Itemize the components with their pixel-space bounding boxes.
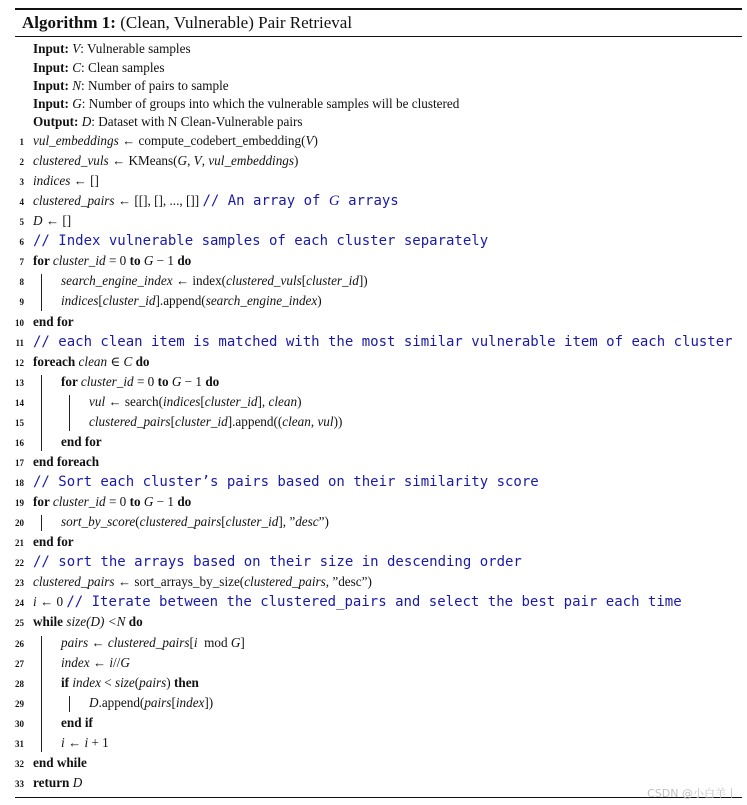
code-token: do — [125, 614, 143, 630]
code-text — [33, 153, 298, 169]
code-token: [ — [171, 694, 176, 710]
code-token: vul_embeddings — [208, 153, 295, 169]
code-token: for — [33, 494, 53, 510]
code-token: ← sort_arrays_by_size( — [114, 574, 245, 590]
code-token: index — [61, 654, 90, 670]
code-token: end while — [33, 754, 87, 770]
code-token: ]) — [358, 273, 368, 289]
code-token: // each clean item is matched with the most similar vulnerable item of each cluster — [33, 333, 733, 350]
code-token: ← KMeans( — [108, 153, 178, 169]
code-token: , — [310, 413, 318, 429]
code-token: clustered_pairs — [33, 193, 115, 209]
code-token: size(D) <N — [66, 614, 126, 630]
code-token: ∈ — [107, 353, 124, 369]
code-text — [61, 434, 102, 450]
code-token: [ — [200, 393, 205, 409]
code-token: to — [157, 373, 172, 389]
code-token: − 1 — [181, 373, 206, 389]
code-line — [0, 553, 747, 573]
line-number: 30 — [15, 718, 24, 729]
code-token: ← — [64, 734, 85, 750]
line-number: 10 — [15, 317, 24, 328]
code-token: i — [193, 634, 198, 650]
algorithm-name: (Clean, Vulnerable) Pair Retrieval — [120, 13, 353, 32]
code-token: indices — [33, 173, 71, 189]
io-symbol: D — [81, 114, 92, 129]
code-token: = 0 — [105, 253, 130, 269]
io-keyword: Input: — [33, 78, 73, 93]
algorithm-label: Algorithm 1: — [22, 13, 116, 32]
block-bar — [41, 375, 42, 451]
code-token: cluster_id — [102, 293, 156, 309]
code-line — [0, 573, 747, 593]
code-token: arrays — [339, 193, 399, 210]
line-number: 5 — [19, 217, 24, 228]
code-text — [61, 635, 245, 651]
line-number: 15 — [15, 417, 24, 428]
code-text — [33, 554, 522, 570]
code-text — [33, 755, 87, 771]
code-token: pairs — [61, 634, 89, 650]
code-token: ].append(( — [227, 413, 283, 429]
code-token: ( — [135, 514, 140, 530]
io-symbol: G — [72, 96, 82, 111]
code-token: < — [100, 674, 115, 690]
code-token: ]) — [204, 694, 214, 710]
code-text — [33, 213, 71, 229]
code-line — [0, 654, 747, 674]
io-line — [33, 41, 191, 57]
code-token: i — [109, 654, 114, 670]
line-number: 8 — [19, 277, 24, 288]
code-token: − 1 — [153, 253, 178, 269]
io-line — [33, 78, 229, 94]
code-token: to — [129, 253, 144, 269]
code-text — [61, 374, 219, 390]
code-token: ] — [240, 634, 245, 650]
code-token: G — [328, 193, 340, 210]
line-number: 19 — [15, 498, 24, 509]
code-token: ( — [134, 674, 140, 690]
code-line — [0, 413, 747, 433]
code-line — [0, 353, 747, 373]
top-rule — [15, 8, 742, 10]
code-text — [61, 514, 329, 530]
bottom-rule — [15, 797, 742, 798]
code-token: for — [33, 253, 53, 269]
code-token: vul — [317, 413, 334, 429]
code-token: G — [143, 253, 154, 269]
line-number: 22 — [15, 558, 24, 569]
code-token: indices — [61, 293, 99, 309]
code-token: end if — [61, 714, 93, 730]
io-text: : Clean samples — [81, 60, 165, 75]
code-text — [33, 133, 318, 149]
code-token: [ — [170, 413, 175, 429]
io-symbol: V — [72, 41, 81, 56]
code-text — [33, 193, 399, 210]
code-line — [0, 513, 747, 533]
code-token: ← index( — [172, 273, 227, 289]
code-text — [61, 735, 109, 751]
code-text — [33, 173, 99, 189]
line-number: 1 — [19, 137, 24, 147]
code-token: ← [[], [], ..., []] — [114, 193, 203, 209]
block-bar — [41, 636, 42, 752]
code-text — [33, 534, 74, 550]
code-token: while — [33, 614, 67, 630]
line-number: 14 — [15, 397, 24, 408]
code-token: cluster_id — [174, 413, 228, 429]
code-token: G — [230, 634, 241, 650]
code-token: index — [72, 674, 101, 690]
code-token: ← 0 — [36, 594, 67, 610]
code-text — [89, 695, 213, 711]
code-token: C — [123, 353, 133, 369]
code-token: sort_by_score — [61, 514, 136, 530]
io-keyword: Output: — [33, 114, 82, 129]
code-text — [33, 253, 191, 269]
line-number: 6 — [19, 237, 24, 248]
code-token: end for — [61, 433, 102, 449]
line-number: 7 — [19, 257, 24, 268]
code-token: end for — [33, 534, 74, 550]
io-line — [33, 60, 165, 76]
code-token: // sort the arrays based on their size in descending order — [33, 554, 522, 571]
code-token: end foreach — [33, 453, 100, 469]
code-token: ], — [257, 393, 269, 409]
io-text: : Vulnerable samples — [80, 41, 191, 56]
line-number: 24 — [15, 598, 24, 609]
line-number: 33 — [15, 778, 24, 789]
code-token: // — [113, 654, 121, 670]
block-bar — [69, 395, 70, 431]
algorithm-title — [22, 13, 352, 33]
code-token: // Sort each cluster’s pairs based on their similarity score — [33, 474, 539, 491]
code-token: vul — [89, 393, 106, 409]
code-text — [89, 414, 342, 430]
code-token: clustered_pairs — [89, 413, 171, 429]
code-token: G — [171, 373, 182, 389]
code-line — [0, 694, 747, 714]
code-token: vul_embeddings — [33, 133, 119, 148]
code-token: ← [] — [70, 173, 99, 189]
code-token: cluster_id — [52, 494, 106, 510]
code-token: ], ” — [278, 514, 296, 530]
code-token: D — [72, 774, 83, 790]
code-token: clustered_pairs — [244, 574, 326, 590]
code-token: for — [61, 373, 81, 389]
code-line — [0, 774, 747, 794]
code-line — [0, 212, 747, 232]
code-text — [61, 715, 93, 731]
code-token: , ”desc”) — [325, 574, 372, 590]
code-token: indices — [162, 393, 201, 409]
watermark: CSDN @小白羊丨 — [647, 787, 737, 800]
code-token: clustered_vuls — [226, 273, 302, 289]
code-token: + 1 — [88, 734, 109, 750]
code-text — [61, 273, 368, 289]
code-token: V — [193, 153, 202, 169]
code-token: cluster_id — [225, 514, 279, 530]
code-line — [0, 132, 747, 152]
code-token: ”) — [318, 514, 329, 530]
code-token: mod — [197, 634, 231, 650]
code-token: do — [132, 353, 150, 369]
code-text — [33, 334, 733, 350]
code-text — [33, 494, 191, 510]
code-text — [61, 675, 199, 691]
code-token: ) — [297, 393, 302, 409]
code-text — [33, 614, 143, 630]
code-token: clustered_pairs — [107, 634, 190, 650]
code-token: return — [33, 774, 73, 790]
block-bar — [41, 274, 42, 310]
code-line — [0, 533, 747, 553]
io-text: : Number of groups into which the vulnerable samples will be clustered — [81, 96, 460, 111]
code-text — [33, 314, 74, 330]
code-token: − 1 — [153, 494, 178, 510]
code-token: clean — [268, 393, 298, 409]
code-token: = 0 — [133, 373, 158, 389]
io-text: : Number of pairs to sample — [81, 78, 229, 93]
code-line — [0, 734, 747, 754]
code-token: clean — [282, 413, 311, 429]
code-token: .append( — [98, 694, 145, 710]
line-number: 27 — [15, 658, 24, 669]
code-token: G — [120, 654, 130, 670]
line-number: 17 — [15, 457, 24, 468]
code-token: [ — [301, 273, 307, 289]
code-token: )) — [333, 413, 343, 429]
code-line — [0, 754, 747, 774]
io-symbol: C — [72, 60, 82, 75]
code-line — [0, 493, 747, 513]
code-line — [0, 192, 747, 212]
code-token: i — [61, 734, 65, 750]
code-token: size — [114, 674, 135, 690]
code-token: ].append( — [155, 293, 206, 309]
code-token: G — [143, 494, 154, 510]
code-token: end for — [33, 313, 74, 329]
code-line — [0, 272, 747, 292]
io-keyword: Input: — [33, 41, 73, 56]
code-token: clustered_pairs — [139, 514, 222, 530]
code-token: pairs — [139, 674, 167, 690]
code-token: // An array of — [202, 193, 329, 210]
code-token: ) — [317, 293, 322, 309]
code-text — [33, 454, 99, 470]
code-token: ← [] — [42, 213, 72, 229]
code-token: search_engine_index — [61, 273, 173, 289]
title-rule — [15, 36, 742, 37]
code-line — [0, 393, 747, 413]
line-number: 4 — [19, 197, 24, 208]
io-keyword: Input: — [33, 60, 73, 75]
code-token: V — [305, 133, 314, 148]
code-line — [0, 373, 747, 393]
code-line — [0, 593, 747, 613]
block-bar — [41, 515, 42, 531]
code-line — [0, 172, 747, 192]
code-line — [0, 433, 747, 453]
line-number: 20 — [15, 518, 24, 529]
code-token: , — [187, 153, 194, 169]
code-token: clustered_vuls — [33, 153, 109, 169]
code-line — [0, 634, 747, 654]
code-line — [0, 473, 747, 493]
code-line — [0, 453, 747, 473]
code-line — [0, 313, 747, 333]
line-number: 21 — [15, 538, 24, 549]
code-token: ← compute_codebert_embedding( — [118, 133, 306, 148]
code-text — [61, 655, 130, 671]
code-token: clustered_pairs — [33, 574, 115, 590]
code-token: pairs — [144, 694, 172, 710]
line-number: 29 — [15, 698, 24, 709]
code-text — [89, 394, 301, 410]
code-line — [0, 674, 747, 694]
line-number: 16 — [15, 437, 24, 448]
code-line — [0, 333, 747, 353]
code-token: i — [84, 734, 89, 750]
code-token: ) — [294, 153, 299, 169]
code-token: search_engine_index — [205, 293, 318, 309]
code-token: cluster_id — [204, 393, 258, 409]
line-number: 2 — [19, 157, 24, 168]
line-number: 25 — [15, 618, 24, 629]
code-token: [ — [189, 634, 194, 650]
code-token: i — [33, 594, 37, 610]
code-token: D — [89, 694, 99, 710]
line-number: 3 — [19, 177, 24, 188]
code-token: if — [61, 674, 73, 690]
code-token: ← — [88, 634, 108, 650]
code-token: ) — [166, 674, 174, 690]
io-text: : Dataset with N Clean-Vulnerable pairs — [91, 114, 303, 129]
line-number: 28 — [15, 678, 24, 689]
code-token: [ — [221, 514, 226, 530]
io-keyword: Input: — [33, 96, 73, 111]
code-text — [33, 354, 150, 370]
code-token: [ — [98, 293, 103, 309]
code-token: foreach — [33, 353, 79, 369]
code-line — [0, 292, 747, 312]
io-line — [33, 114, 303, 130]
code-token: do — [205, 373, 220, 389]
code-line — [0, 152, 747, 172]
code-token: then — [173, 674, 199, 690]
code-token: index — [175, 694, 205, 710]
code-token: G — [177, 153, 188, 169]
line-number: 23 — [15, 578, 24, 589]
code-text — [33, 775, 82, 791]
code-token: desc — [295, 514, 319, 530]
io-line — [33, 96, 459, 112]
code-token: , — [201, 153, 209, 169]
code-line — [0, 613, 747, 633]
line-number: 12 — [15, 357, 24, 368]
line-number: 11 — [15, 337, 24, 348]
code-line — [0, 252, 747, 272]
code-text — [33, 233, 488, 249]
code-text — [33, 574, 372, 590]
code-token: do — [177, 253, 192, 269]
code-text — [61, 293, 322, 309]
code-token: cluster_id — [306, 273, 359, 289]
code-token: ) — [313, 133, 318, 148]
code-token: D — [33, 213, 43, 229]
code-line — [0, 714, 747, 734]
code-token: cluster_id — [80, 373, 134, 389]
code-text — [33, 474, 539, 490]
code-token: = 0 — [105, 494, 130, 510]
line-number: 13 — [15, 377, 24, 388]
io-symbol: N — [72, 78, 82, 93]
code-text — [33, 594, 682, 610]
code-token: cluster_id — [52, 253, 106, 269]
code-token: clean — [78, 353, 108, 369]
code-token: ← search( — [105, 393, 163, 409]
line-number: 32 — [15, 758, 24, 769]
block-bar — [69, 696, 70, 712]
code-token: // Index vulnerable samples of each cluster separately — [33, 233, 489, 250]
code-token: // Iterate between the clustered_pairs and select the best pair each time — [66, 594, 682, 611]
code-token: ← — [89, 654, 110, 670]
line-number: 9 — [19, 297, 24, 308]
code-token: do — [177, 494, 192, 510]
code-token: to — [129, 494, 144, 510]
code-line — [0, 232, 747, 252]
line-number: 18 — [15, 478, 24, 489]
line-number: 26 — [15, 638, 24, 649]
line-number: 31 — [15, 738, 24, 749]
